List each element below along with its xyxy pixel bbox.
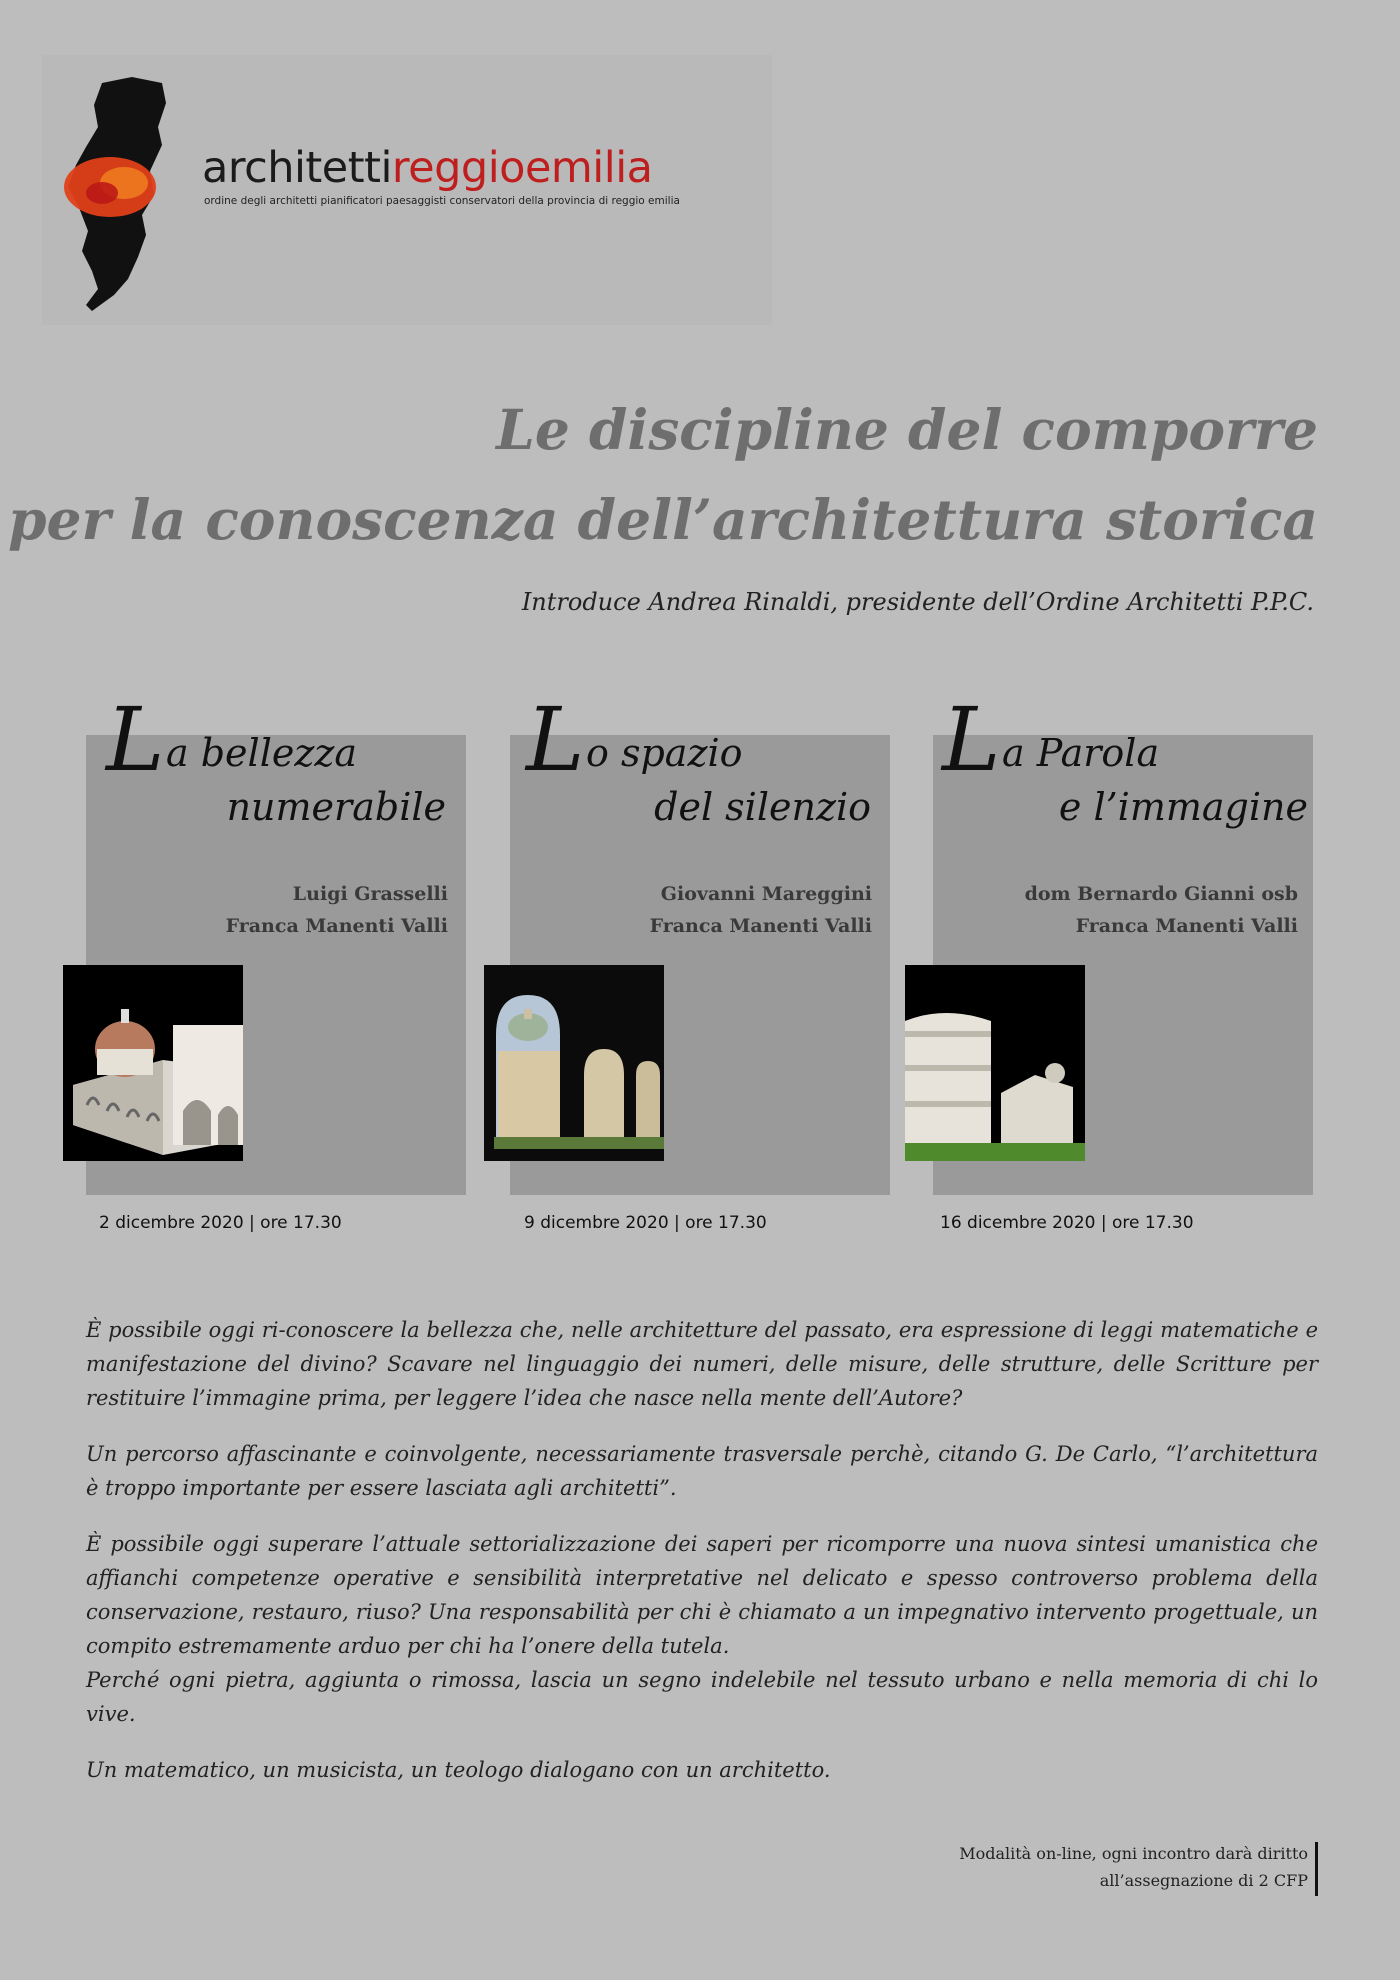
- footer-line-2: all’assegnazione di 2 CFP: [1099, 1871, 1308, 1890]
- paragraph-3b: Perché ogni pietra, aggiunta o rimossa, lascia un segno indelebile nel tessuto urbano e nella memoria di chi lo vive.: [86, 1668, 1318, 1726]
- event-title-2-line-1: o spazio: [586, 731, 743, 775]
- event-date-1: 2 dicembre 2020 | ore 17.30: [99, 1213, 342, 1233]
- speaker-name: dom Bernardo Gianni osb: [1024, 883, 1298, 905]
- footer-note: [959, 1840, 1308, 1894]
- event-dropcap-3: L: [942, 688, 1001, 791]
- event-title-3-line-1: a Parola: [1002, 731, 1160, 775]
- paragraph-1: È possibile oggi ri-conoscere la bellezza che, nelle architetture del passato, era espressione di leggi matematiche e manifestazione del divino? Scavare nel linguaggio dei numeri, delle misure, delle strutture, delle Scritture per restituire l’immagine prima, per leggere l’idea che nasce nella mente dell’Autore?: [86, 1318, 1318, 1410]
- paragraph-4: Un matematico, un musicista, un teologo dialogano con un architetto.: [86, 1758, 831, 1782]
- paragraph-2: Un percorso affascinante e coinvolgente, necessariamente trasversale perchè, citando G. De Carlo, “l’architettura è troppo importante per essere lasciata agli architetti”.: [86, 1442, 1318, 1500]
- speaker-name: Luigi Grasselli: [292, 883, 448, 905]
- logo-wordmark: [202, 143, 653, 193]
- event-title-3-line-2: e l’immagine: [1058, 785, 1308, 829]
- event-title-2: [526, 688, 871, 835]
- church-dome-illustration: [63, 965, 243, 1161]
- event-title-1-line-2: numerabile: [226, 785, 446, 829]
- event-title-1: [106, 688, 446, 835]
- speaker-name: Franca Manenti Valli: [225, 915, 448, 937]
- event-title-3: [942, 688, 1308, 835]
- event-date-3: 16 dicembre 2020 | ore 17.30: [940, 1213, 1194, 1233]
- logo-area: [42, 55, 772, 325]
- footer-line-1: Modalità on-line, ogni incontro darà diritto: [959, 1844, 1308, 1863]
- event-image-1: [63, 965, 243, 1161]
- logo-subtitle: ordine degli architetti pianificatori paesaggisti conservatori della provincia di reggio emilia: [204, 195, 680, 207]
- title-line-2: per la conoscenza dell’architettura storica: [8, 487, 1318, 552]
- footer-divider: [1315, 1842, 1318, 1896]
- event-speakers-2: [542, 878, 872, 942]
- title-line-1: Le discipline del comporre: [496, 397, 1318, 462]
- event-speakers-3: [968, 878, 1298, 942]
- event-speakers-1: [118, 878, 448, 942]
- event-image-3: [905, 965, 1085, 1161]
- paragraph-3: È possibile oggi superare l’attuale settorializzazione dei saperi per ricomporre una nuova sintesi umanistica che affianchi competenze operative e sensibilità interpretative nel delicato e spesso controverso problema della conservazione, restauro, riuso? Una responsabilità per chi è chiamato a un impegnativo intervento progettuale, un compito estremamente arduo per chi ha l’onere della tutela.: [86, 1532, 1318, 1658]
- description-text: [86, 1313, 1318, 1809]
- cloister-arches-photo: [484, 965, 664, 1161]
- speaker-name: Giovanni Mareggini: [660, 883, 872, 905]
- event-dropcap-1: L: [106, 688, 165, 791]
- speaker-name: Franca Manenti Valli: [649, 915, 872, 937]
- event-title-2-line-2: del silenzio: [654, 785, 871, 829]
- event-title-1-line-1: a bellezza: [166, 731, 358, 775]
- intro-line: Introduce Andrea Rinaldi, presidente dell’Ordine Architetti P.P.C.: [521, 588, 1314, 616]
- event-date-2: 9 dicembre 2020 | ore 17.30: [524, 1213, 767, 1233]
- speaker-name: Franca Manenti Valli: [1075, 915, 1298, 937]
- pisa-baptistery-photo: [905, 965, 1085, 1161]
- event-image-2: [484, 965, 664, 1161]
- event-dropcap-2: L: [526, 688, 585, 791]
- logo-word-reggioemilia: reggioemilia: [391, 143, 653, 193]
- logo-mark-icon: [62, 75, 182, 315]
- page-title: [8, 385, 1318, 565]
- logo-word-architetti: architetti: [202, 143, 392, 193]
